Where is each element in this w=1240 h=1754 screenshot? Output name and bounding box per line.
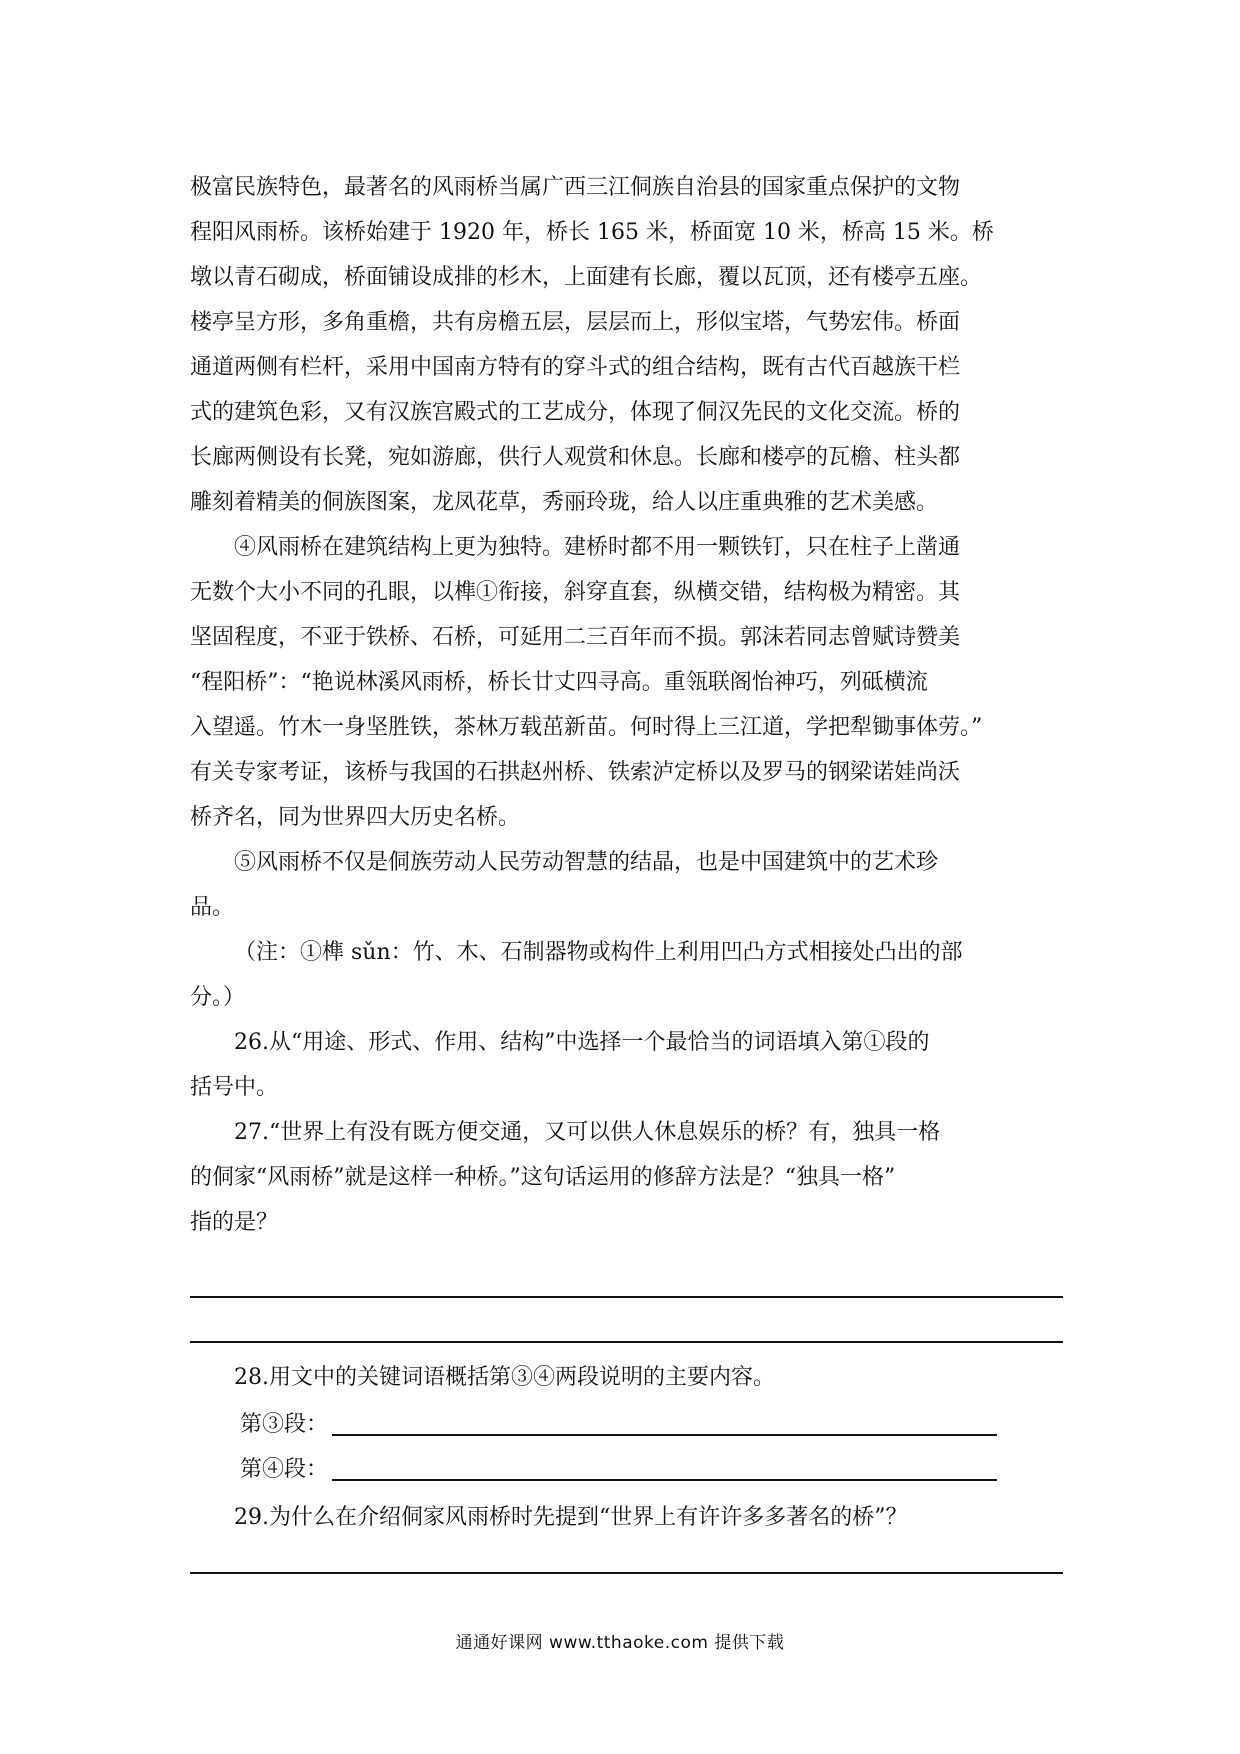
q28-paragraph-4-label: 第④段： [240, 1457, 329, 1482]
text-line: 括号中。 [190, 1075, 279, 1100]
text-line: 程阳风雨桥。该桥始建于 1920 年，桥长 165 米，桥面宽 10 米，桥高 15 米。桥 [190, 220, 994, 245]
question-29: 29.为什么在介绍侗家风雨桥时先提到“世界上有许许多多著名的桥”？ [234, 1505, 908, 1530]
q28-paragraph-3-row [240, 1402, 1020, 1447]
exam-page [190, 165, 1065, 1245]
text-line: 坚固程度，不亚于铁桥、石桥，可延用二三百年而不损。郭沫若同志曾赋诗赞美 [190, 625, 961, 650]
text-line: ④风雨桥在建筑结构上更为独特。建桥时都不用一颗铁钉，只在柱子上凿通 [234, 535, 961, 560]
text-line: 通道两侧有栏杆，采用中国南方特有的穿斗式的组合结构，既有古代百越族干栏 [190, 355, 961, 380]
text-line: 桥齐名，同为世界四大历史名桥。 [190, 805, 521, 830]
text-line: 雕刻着精美的侗族图案，龙凤花草，秀丽玲珑，给人以庄重典雅的艺术美感。 [190, 490, 939, 515]
text-line: “程阳桥”：“艳说林溪风雨桥，桥长廿丈四寻高。重瓴联阁怡神巧，列砥横流 [190, 670, 928, 695]
text-line: 指的是？ [190, 1210, 279, 1235]
text-line: 墩以青石砌成，桥面铺设成排的杉木，上面建有长廊，覆以瓦顶，还有楼亭五座。 [190, 265, 983, 290]
text-line: 无数个大小不同的孔眼，以榫①衔接，斜穿直套，纵横交错，结构极为精密。其 [190, 580, 961, 605]
question-27 [190, 1110, 1065, 1245]
text-line: 楼亭呈方形，多角重檐，共有房檐五层，层层而上，形似宝塔，气势宏伟。桥面 [190, 310, 961, 335]
text-line: ⑤风雨桥不仅是侗族劳动人民劳动智慧的结晶，也是中国建筑中的艺术珍 [234, 850, 939, 875]
paragraph-5 [190, 840, 1065, 930]
text-line: 式的建筑色彩，又有汉族宫殿式的工艺成分，体现了侗汉先民的文化交流。桥的 [190, 400, 961, 425]
text-line: 27.“世界上有没有既方便交通，又可以供人休息娱乐的桥？有，独具一格 [234, 1120, 941, 1145]
text-line: 入望遥。竹木一身坚胜铁，茶林万载茁新苗。何时得上三江道，学把犁锄事体劳。” [190, 715, 983, 740]
text-line: （注：①榫 sǔn：竹、木、石制器物或构件上利用凹凸方式相接处凸出的部 [234, 940, 963, 965]
q28-paragraph-4-row [240, 1447, 1020, 1492]
text-line: 分。） [190, 985, 246, 1010]
text-line: 长廊两侧设有长凳，宛如游廊，供行人观赏和休息。长廊和楼亭的瓦檐、柱头都 [190, 445, 961, 470]
answer-line[interactable] [332, 1434, 997, 1436]
text-line: 有关专家考证，该桥与我国的石拱赵州桥、铁索泸定桥以及罗马的钢梁诺娃尚沃 [190, 760, 961, 785]
paragraph-3 [190, 165, 1065, 525]
answer-line[interactable] [190, 1572, 1063, 1574]
answer-line[interactable] [332, 1479, 997, 1481]
paragraph-4 [190, 525, 1065, 840]
q28-paragraph-3-label: 第③段： [240, 1412, 329, 1437]
answer-line[interactable] [190, 1341, 1063, 1343]
question-26 [190, 1020, 1065, 1110]
text-line: 26.从“用途、形式、作用、结构”中选择一个最恰当的词语填入第①段的 [234, 1030, 930, 1055]
answer-line[interactable] [190, 1296, 1063, 1298]
text-line: 品。 [190, 895, 235, 920]
page-footer: 通通好课网 www.tthaoke.com 提供下载 [455, 1633, 785, 1653]
text-line: 的侗家“风雨桥”就是这样一种桥。”这句话运用的修辞方法是？“独具一格” [190, 1165, 896, 1190]
text-line: 极富民族特色，最著名的风雨桥当属广西三江侗族自治县的国家重点保护的文物 [190, 175, 961, 200]
footnote [190, 930, 1065, 1020]
question-28: 28.用文中的关键词语概括第③④两段说明的主要内容。 [234, 1365, 775, 1390]
